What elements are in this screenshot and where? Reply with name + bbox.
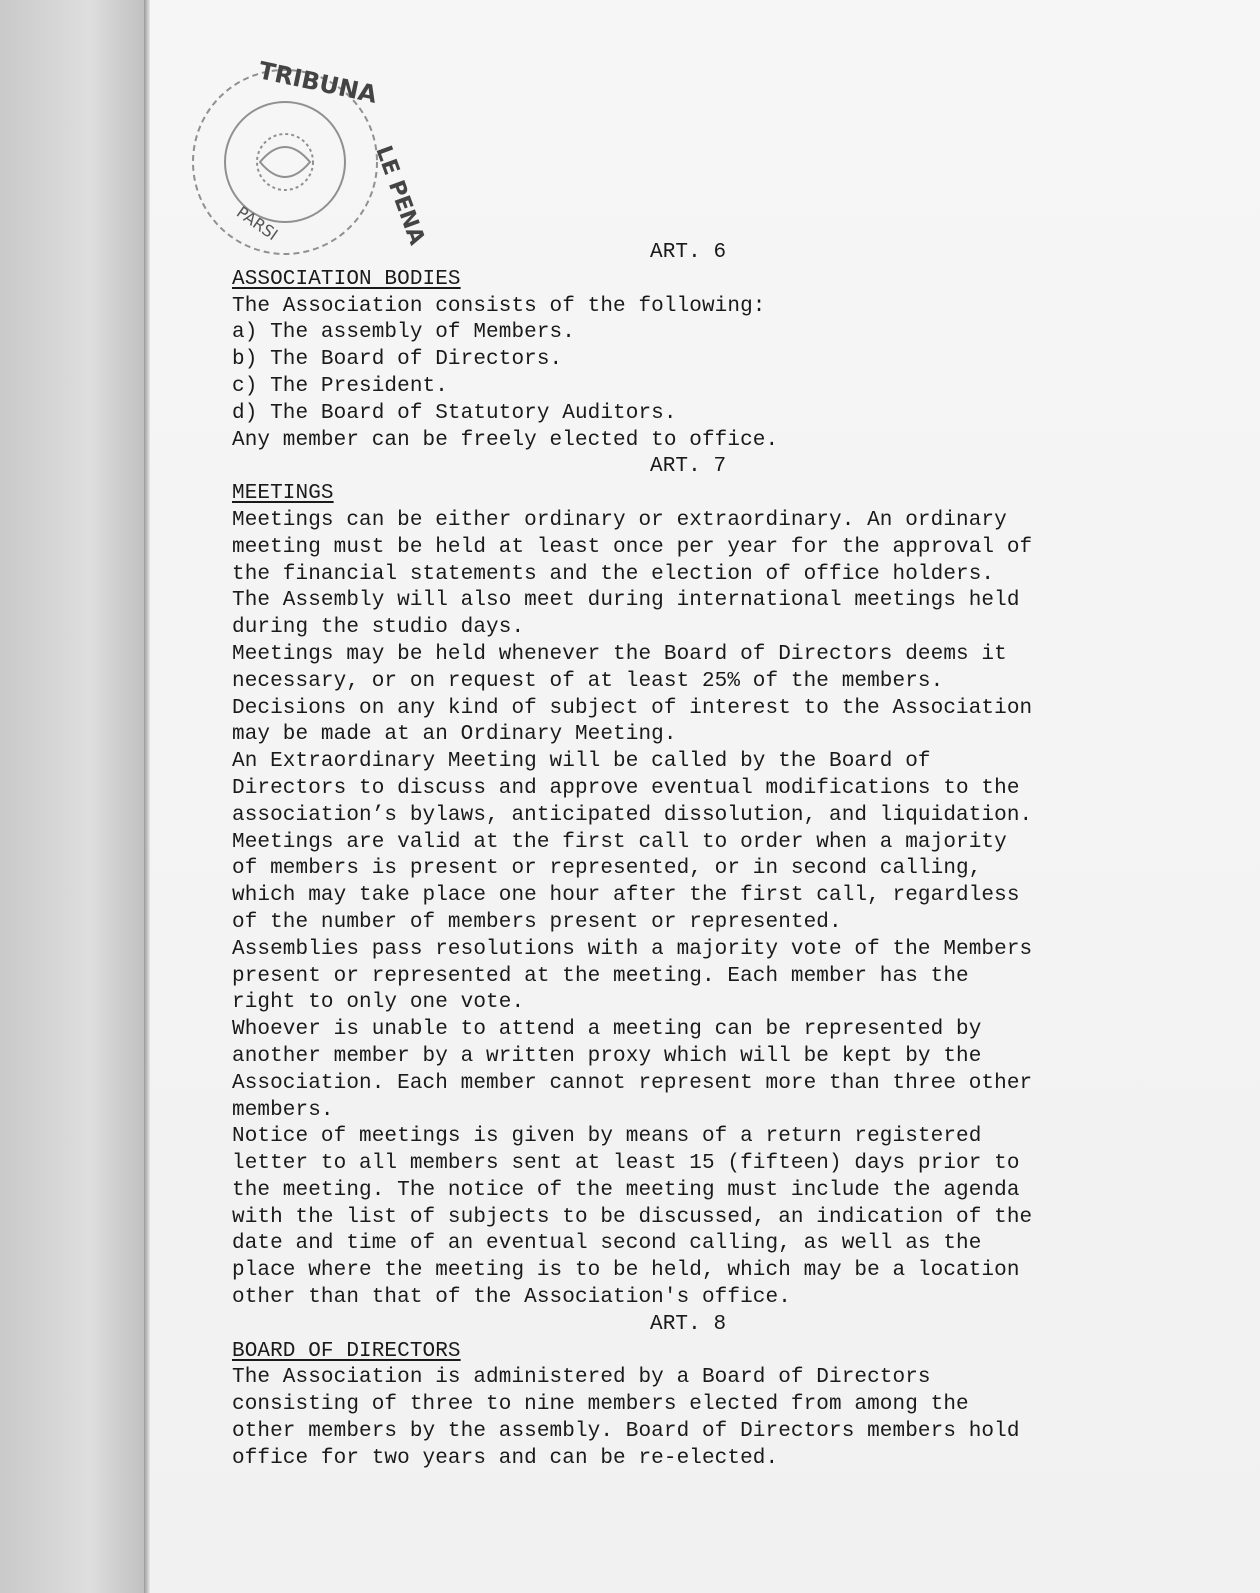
text-line: The Association consists of the following:	[232, 294, 766, 318]
text-line: The Association is administered by a Board of Directors	[232, 1366, 931, 1390]
article-body	[232, 508, 1152, 1312]
text-line: right to only one vote.	[232, 991, 525, 1015]
text-line: d) The Board of Statutory Auditors.	[232, 401, 677, 425]
stamp-text-top: TRIBUNA	[256, 56, 380, 109]
text-line: meeting must be held at least once per year for the approval of	[232, 535, 1033, 559]
text-line: association’s bylaws, anticipated dissolution, and liquidation.	[232, 803, 1033, 827]
text-line: Meetings may be held whenever the Board of Directors deems it	[232, 642, 1007, 666]
stamp-text-right: LE PENA	[370, 142, 430, 249]
article-body	[232, 294, 1152, 455]
bylaws-text	[232, 240, 1152, 1473]
text-line: The Assembly will also meet during international meetings held	[232, 589, 1020, 613]
text-line: office for two years and can be re-elected.	[232, 1446, 779, 1470]
text-line: Whoever is unable to attend a meeting can be represented by	[232, 1018, 982, 1042]
article-title: ASSOCIATION BODIES	[232, 267, 461, 291]
text-line: b) The Board of Directors.	[232, 348, 563, 372]
text-line: Meetings can be either ordinary or extraordinary. An ordinary	[232, 508, 1007, 532]
article-number: ART. 6	[650, 241, 727, 264]
text-line: Directors to discuss and approve eventual modifications to the	[232, 776, 1020, 800]
article-number: ART. 7	[650, 455, 727, 479]
article-body	[232, 1365, 1152, 1472]
text-line: Decisions on any kind of subject of interest to the Association	[232, 696, 1033, 720]
text-line: Notice of meetings is given by means of a return registered	[232, 1125, 982, 1149]
text-line: date and time of an eventual second calling, as well as the	[232, 1232, 982, 1256]
text-line: another member by a written proxy which will be kept by the	[232, 1044, 982, 1068]
text-line: a) The assembly of Members.	[232, 321, 575, 345]
text-line: letter to all members sent at least 15 (fifteen) days prior to	[232, 1152, 1020, 1176]
article-title: BOARD OF DIRECTORS	[232, 1339, 461, 1363]
stamp-text-left: PARSI	[233, 202, 282, 245]
text-line: present or represented at the meeting. Each member has the	[232, 964, 969, 988]
text-line: Any member can be freely elected to office.	[232, 428, 779, 452]
text-line: with the list of subjects to be discussed, an indication of the	[232, 1205, 1033, 1229]
text-line: other members by the assembly. Board of Directors members hold	[232, 1420, 1020, 1444]
text-line: may be made at an Ordinary Meeting.	[232, 723, 677, 747]
text-line: during the studio days.	[232, 616, 525, 640]
text-line: Association. Each member cannot represent more than three other	[232, 1071, 1033, 1095]
text-line: An Extraordinary Meeting will be called by the Board of	[232, 750, 931, 774]
text-line: other than that of the Association's office.	[232, 1286, 791, 1310]
text-line: the financial statements and the election of office holders.	[232, 562, 995, 586]
text-line: Meetings are valid at the first call to order when a majority	[232, 830, 1007, 854]
text-line: necessary, or on request of at least 25% of the members.	[232, 669, 944, 693]
official-seal-stamp	[180, 32, 430, 272]
text-line: of the number of members present or represented.	[232, 910, 842, 934]
text-line: c) The President.	[232, 374, 448, 398]
text-line: of members is present or represented, or in second calling,	[232, 857, 982, 881]
adjacent-page-edge	[0, 0, 150, 1593]
text-line: the meeting. The notice of the meeting must include the agenda	[232, 1178, 1020, 1202]
text-line: place where the meeting is to be held, which may be a location	[232, 1259, 1020, 1283]
article-title: MEETINGS	[232, 482, 334, 506]
text-line: Assemblies pass resolutions with a majority vote of the Members	[232, 937, 1033, 961]
text-line: which may take place one hour after the first call, regardless	[232, 884, 1020, 908]
article-number: ART. 8	[650, 1312, 727, 1336]
text-line: members.	[232, 1098, 334, 1122]
text-line: consisting of three to nine members elected from among the	[232, 1393, 969, 1417]
